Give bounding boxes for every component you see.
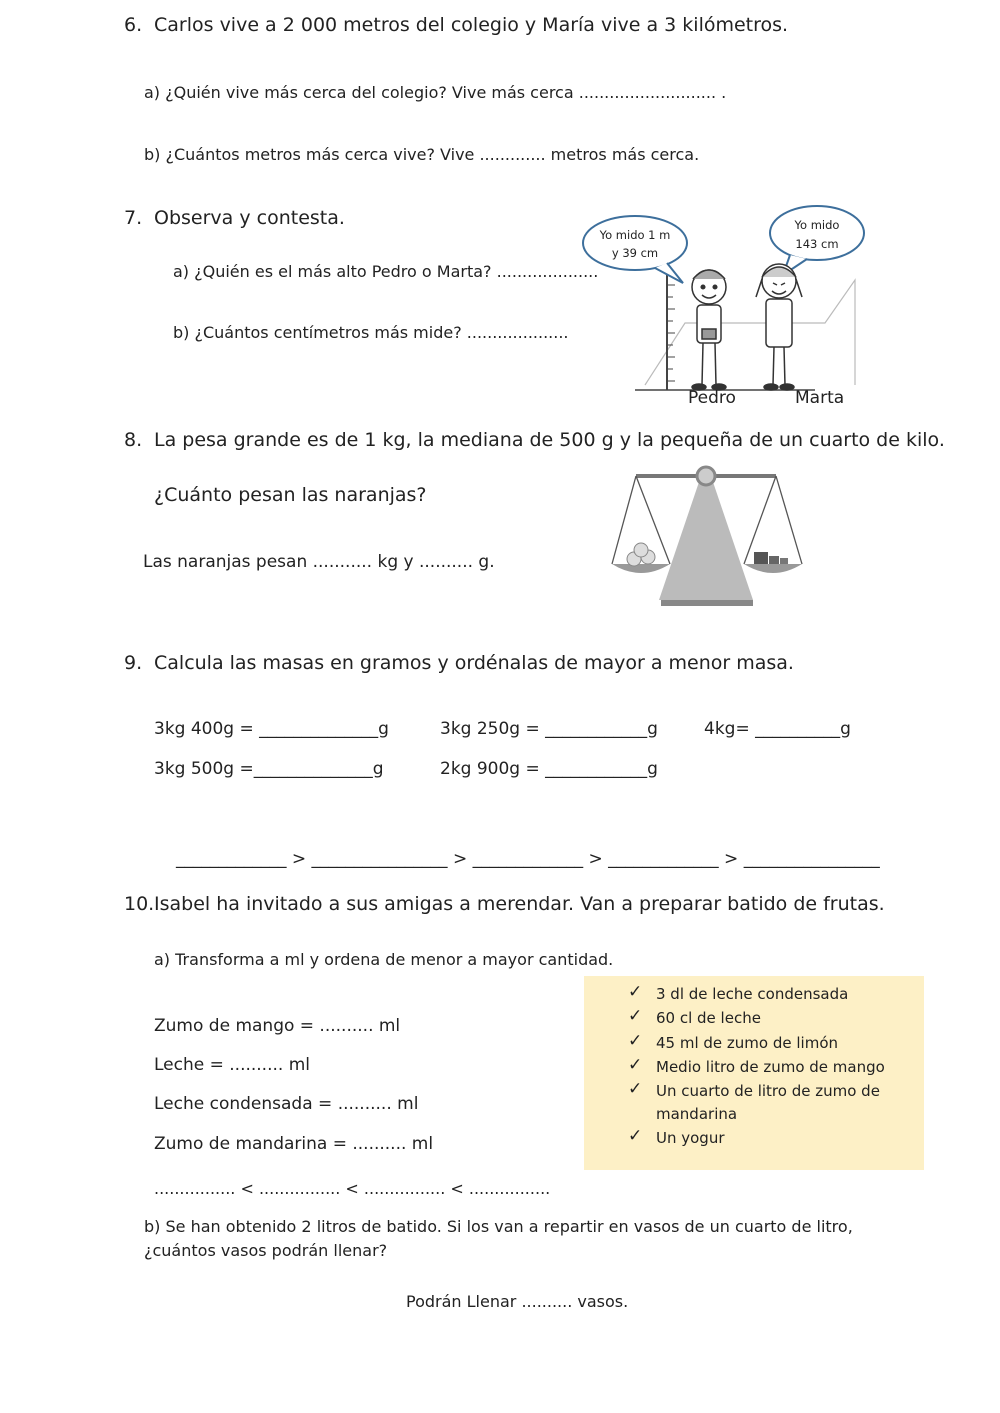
- ingredient-4: Medio litro de zumo de mango: [656, 1058, 885, 1076]
- q8-text: La pesa grande es de 1 kg, la mediana de 500 g y la pequeña de un cuarto de kilo.: [154, 429, 945, 451]
- q7-a: a) ¿Quién es el más alto Pedro o Marta? ....................: [173, 262, 599, 281]
- ingredient-3: 45 ml de zumo de limón: [656, 1034, 839, 1052]
- mass-item-5: 2kg 900g = ____________g: [440, 759, 658, 779]
- ingredient-1: 3 dl de leche condensada: [656, 985, 849, 1003]
- q6-number: 6.: [124, 14, 143, 36]
- q6-b: b) ¿Cuántos metros más cerca vive? Vive ............. metros más cerca.: [144, 145, 700, 164]
- name-pedro: Pedro: [688, 388, 736, 408]
- mass-item-2: 3kg 250g = ____________g: [440, 719, 658, 739]
- conversion-mandarina: Zumo de mandarina = .......... ml: [154, 1134, 434, 1154]
- q8-question: ¿Cuánto pesan las naranjas?: [154, 484, 427, 506]
- checkmark-icon: ✓: [628, 1126, 643, 1146]
- q9-text: Calcula las masas en gramos y ordénalas de mayor a menor masa.: [154, 652, 794, 674]
- checkmark-icon: ✓: [628, 982, 643, 1002]
- q7-text: Observa y contesta.: [154, 207, 345, 229]
- ingredients-box: [584, 976, 924, 1170]
- mass-item-1: 3kg 400g = ______________g: [154, 719, 389, 739]
- q6-a: a) ¿Quién vive más cerca del colegio? Vive más cerca ........................... .: [144, 83, 727, 102]
- q8-answer: Las naranjas pesan ........... kg y .......... g.: [143, 552, 495, 572]
- checkmark-icon: ✓: [628, 1055, 643, 1075]
- bubble-pedro-line2: y 39 cm: [611, 246, 659, 260]
- mass-order-line: _____________ > ________________ > _____________ > _____________ > ________________: [176, 849, 880, 869]
- q7-b: b) ¿Cuántos centímetros más mide? ....................: [173, 323, 569, 342]
- ingredient-5-cont: mandarina: [656, 1105, 738, 1123]
- q10-a: a) Transforma a ml y ordena de menor a mayor cantidad.: [154, 950, 614, 969]
- ingredient-6: Un yogur: [656, 1129, 725, 1147]
- bubble-marta-line1: Yo mido: [794, 218, 840, 232]
- pedro-figure: [692, 270, 726, 390]
- mass-item-3: 4kg= __________g: [704, 719, 851, 739]
- bubble-marta-line2: 143 cm: [795, 237, 839, 251]
- mass-item-4: 3kg 500g =______________g: [154, 759, 384, 779]
- ingredient-5: Un cuarto de litro de zumo de: [656, 1082, 880, 1100]
- q6-text: Carlos vive a 2 000 metros del colegio y María vive a 3 kilómetros.: [154, 14, 789, 36]
- q9-number: 9.: [124, 652, 143, 674]
- q10-number: 10.: [124, 893, 155, 915]
- conversion-leche: Leche = .......... ml: [154, 1055, 310, 1075]
- marta-figure: [756, 264, 802, 390]
- pedro-marta-illustration: [575, 205, 875, 410]
- checkmark-icon: ✓: [628, 1031, 643, 1051]
- q10-b-answer: Podrán Llenar .......... vasos.: [406, 1292, 629, 1311]
- checkmark-icon: ✓: [628, 1079, 643, 1099]
- volume-order-line: ................ < ................ < ................ < ................: [154, 1179, 551, 1198]
- ingredient-2: 60 cl de leche: [656, 1009, 761, 1027]
- q10-b-line1: b) Se han obtenido 2 litros de batido. Si los van a repartir en vasos de un cuarto de litro,: [144, 1217, 853, 1236]
- q10-text: Isabel ha invitado a sus amigas a merendar. Van a preparar batido de frutas.: [154, 893, 885, 915]
- q10-b-line2: ¿cuántos vasos podrán llenar?: [144, 1241, 388, 1260]
- conversion-mango: Zumo de mango = .......... ml: [154, 1016, 401, 1036]
- conversion-leche-condensada: Leche condensada = .......... ml: [154, 1094, 419, 1114]
- bubble-pedro-line1: Yo mido 1 m: [599, 228, 671, 242]
- name-marta: Marta: [795, 388, 845, 408]
- q7-number: 7.: [124, 207, 143, 229]
- checkmark-icon: ✓: [628, 1006, 643, 1026]
- balance-scale: [606, 460, 806, 610]
- q8-number: 8.: [124, 429, 143, 451]
